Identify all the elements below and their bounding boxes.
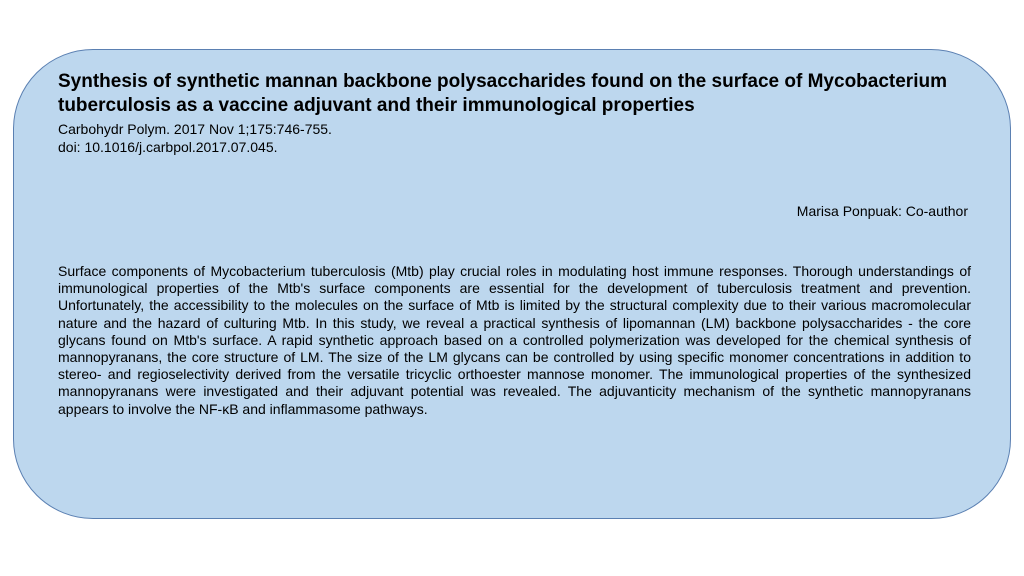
journal-reference: Carbohydr Polym. 2017 Nov 1;175:746-755. [58,121,332,137]
abstract-text: Surface components of Mycobacterium tuberculosis (Mtb) play crucial roles in modulating host immune responses. Thorough understandings of immunological properties of the Mtb's surface components are essential for the development of tuberculosis treatment and prevention. Unfortunately, the accessibility to the molecules on the surface of Mtb is limited by the structural complexity due to their various macromolecular nature and the hazard of culturing Mtb. In this study, we reveal a practical synthesis of lipomannan (LM) backbone polysaccharides - the core glycans found on Mtb's surface. A rapid synthetic approach based on a controlled polymerization was developed for the chemical synthesis of mannopyranans, the core structure of LM. The size of the LM glycans can be controlled by using specific monomer concentrations in addition to stereo- and regioselectivity derived from the versatile tricyclic orthoester mannose monomer. The immunological properties of the synthesized mannopyranans were investigated and their adjuvant potential was revealed. The adjuvanticity mechanism of the synthetic mannopyranans appears to involve the NF-κB and inflammasome pathways. [58,263,971,417]
citation [58,120,958,156]
doi-reference: doi: 10.1016/j.carbpol.2017.07.045. [58,139,278,155]
author-note: Marisa Ponpuak: Co-author [796,203,968,219]
paper-title: Synthesis of synthetic mannan backbone polysaccharides found on the surface of Mycobacterium tuberculosis as a vaccine adjuvant and their immunological properties [58,71,947,116]
